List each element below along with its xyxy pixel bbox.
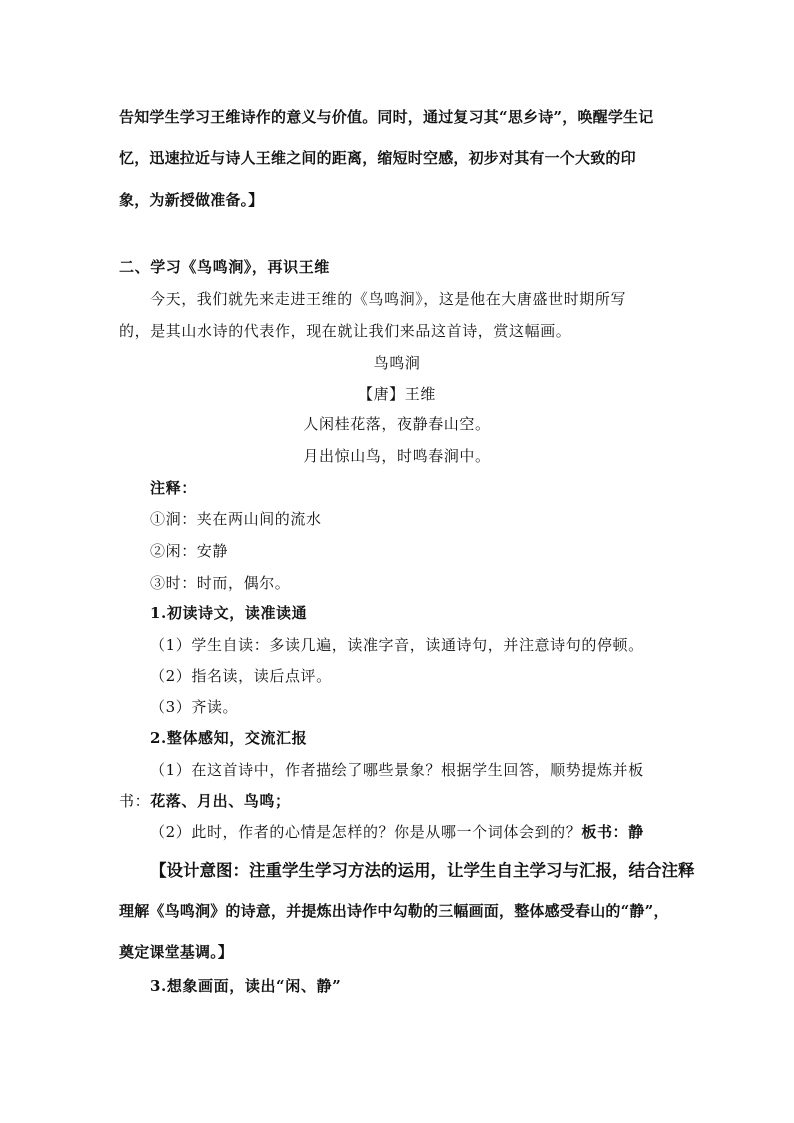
- design-note-line: 告知学生学习王维诗作的意义与价值。同时，通过复习其“思乡诗”，唤醒学生记: [119, 108, 654, 126]
- step-item: [119, 790, 291, 811]
- step-item: （1）在这首诗中，作者描绘了哪些景象？根据学生回答，顺势提炼并板: [150, 761, 644, 779]
- notes-label: 注释：: [150, 479, 197, 497]
- paragraph-line: 今天，我们就先来走进王维的《鸟鸣涧》，这是他在大唐盛世时期所写: [150, 290, 627, 308]
- step-heading: 3.想象画面，读出“闲、静”: [150, 977, 342, 995]
- board-text: 花落、月出、鸟鸣；: [150, 792, 291, 810]
- design-note-line: 象，为新授做准备。】: [119, 191, 264, 209]
- poem-author: 【唐】王维: [357, 385, 436, 403]
- note-item: ①涧：夹在两山间的流水: [150, 510, 322, 528]
- question-text: （2）此时，作者的心情是怎样的？你是从哪一个词体会到的？: [150, 823, 582, 841]
- step-item: （3）齐读。: [150, 698, 239, 716]
- design-intent-line: 奠定课堂基调。】: [119, 943, 234, 961]
- step-heading: 1.初读诗文，读准读通: [150, 604, 308, 622]
- poem-line: 月出惊山鸟，时鸣春涧中。: [303, 447, 491, 465]
- design-intent-line: 理解《鸟鸣涧》的诗意，并提炼出诗作中勾勒的三幅画面，整体感受春山的“静”，: [119, 902, 669, 920]
- poem-line: 人闲桂花落，夜静春山空。: [303, 415, 491, 433]
- board-text: 板书：静: [581, 823, 644, 841]
- step-item: [150, 821, 644, 842]
- step-item: （1）学生自读：多读几遍，读准字音，读通诗句，并注意诗句的停顿。: [150, 636, 644, 654]
- note-item: ③时：时而，偶尔。: [150, 574, 291, 592]
- design-intent-line: 【设计意图：注重学生学习方法的运用，让学生自主学习与汇报，结合注释: [150, 861, 695, 880]
- poem-title: 鸟鸣涧: [373, 354, 421, 372]
- design-note-line: 忆，迅速拉近与诗人王维之间的距离，缩短时空感，初步对其有一个大致的印: [119, 149, 636, 167]
- step-heading: 2.整体感知，交流汇报: [150, 729, 308, 747]
- section-heading: 二、学习《鸟鸣涧》，再识王维: [119, 258, 330, 276]
- board-prefix: 书：: [119, 792, 151, 810]
- note-item: ②闲：安静: [150, 542, 229, 560]
- step-item: （2）指名读，读后点评。: [150, 667, 332, 685]
- paragraph-line: 的，是其山水诗的代表作，现在就让我们来品这首诗，赏这幅画。: [119, 322, 572, 340]
